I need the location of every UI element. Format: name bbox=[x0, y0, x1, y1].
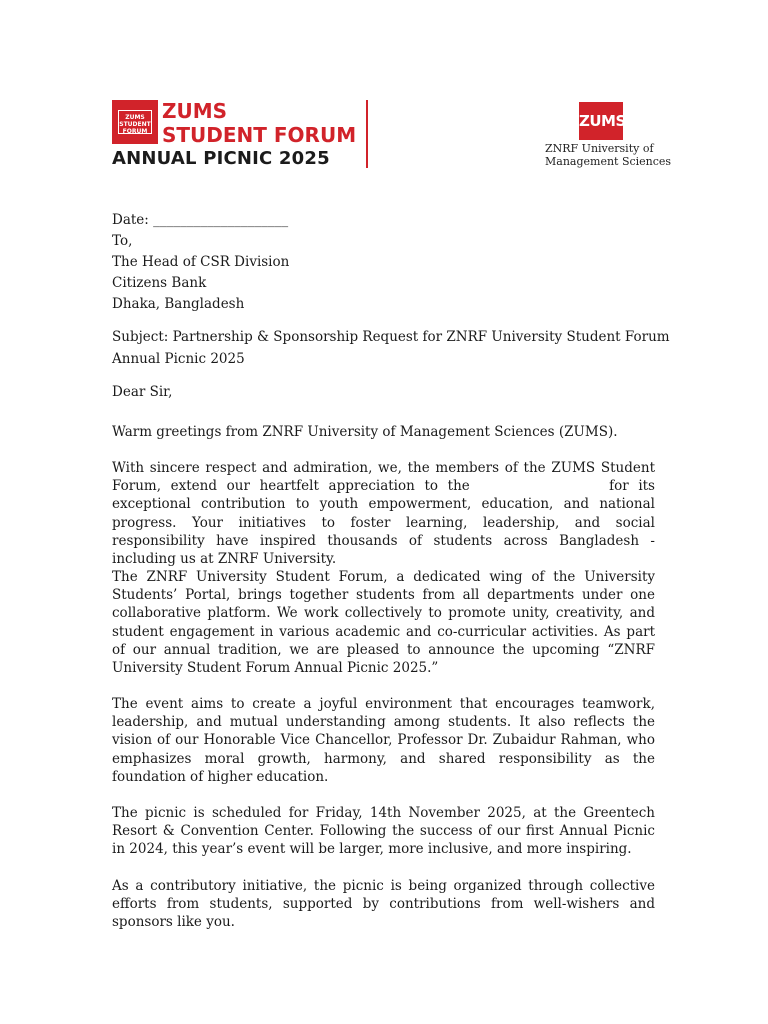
paragraph-schedule: The picnic is scheduled for Friday, 14th November 2025, at the Greentech Resort & Convention Center. Following the success of our first Annual Picnic in 2024, this year’s event will be larger, more inclusive, and more inspiring. bbox=[112, 805, 655, 858]
subject-line1: Subject: Partnership & Sponsorship Request for ZNRF University Student Forum bbox=[112, 329, 670, 345]
paragraph-appreciation-part1: With sincere respect and admiration, we, the members of the ZUMS Student Forum, extend our heartfelt appreciation to the bbox=[112, 460, 655, 495]
date-line: Date: ____________________ bbox=[112, 212, 289, 228]
forum-emblem bbox=[112, 100, 158, 144]
salutation: Dear Sir, bbox=[112, 384, 173, 400]
university-logo bbox=[543, 100, 672, 170]
recipient-line: The Head of CSR Division bbox=[112, 254, 290, 270]
forum-title-line2: STUDENT FORUM bbox=[162, 123, 357, 147]
paragraph-contribution: As a contributory initiative, the picnic is being organized through collective efforts from students, supported by contributions from well-wishers and sponsors like you. bbox=[112, 878, 655, 931]
to-line: To, bbox=[112, 233, 133, 249]
forum-emblem-text-2: STUDENT bbox=[119, 121, 151, 128]
university-name-line1: ZNRF University of bbox=[545, 142, 654, 155]
forum-emblem-text-3: FORUM bbox=[122, 128, 148, 135]
organization-line: Citizens Bank bbox=[112, 275, 207, 291]
forum-title-line1: ZUMS bbox=[162, 99, 228, 123]
student-forum-logo bbox=[112, 100, 372, 170]
forum-title-line3: ANNUAL PICNIC 2025 bbox=[112, 148, 330, 169]
paragraph-appreciation bbox=[112, 459, 655, 568]
subject-line2: Annual Picnic 2025 bbox=[112, 351, 245, 367]
logo-divider bbox=[366, 100, 368, 168]
location-line: Dhaka, Bangladesh bbox=[112, 296, 245, 312]
university-mark: ZUMS bbox=[579, 102, 623, 140]
paragraph-appreciation-part2: for its exceptional contribution to youth empowerment, education, and national progress. Your initiatives to foster learning, leadership, and social responsibility have inspired thousands of students across Bangladesh - including us at ZNRF University. bbox=[112, 478, 655, 568]
university-name-line2: Management Sciences bbox=[545, 155, 672, 168]
paragraph-forum-intro: The ZNRF University Student Forum, a dedicated wing of the University Students’ Portal, brings together students from all departments under one collaborative platform. We work collectively to promote unity, creativity, and student engagement in various academic and co-curricular activities. As part of our annual tradition, we are pleased to announce the upcoming “ZNRF University Student Forum Annual Picnic 2025.” bbox=[112, 569, 655, 677]
forum-emblem-text-1: ZUMS bbox=[125, 114, 145, 121]
paragraph-event-aims: The event aims to create a joyful environment that encourages teamwork, leadership, and mutual understanding among students. It also reflects the vision of our Honorable Vice Chancellor, Professor Dr. Zubaidur Rahman, who emphasizes moral growth, harmony, and shared responsibility as the foundation of higher education. bbox=[112, 696, 655, 785]
greeting: Warm greetings from ZNRF University of Management Sciences (ZUMS). bbox=[112, 424, 618, 440]
